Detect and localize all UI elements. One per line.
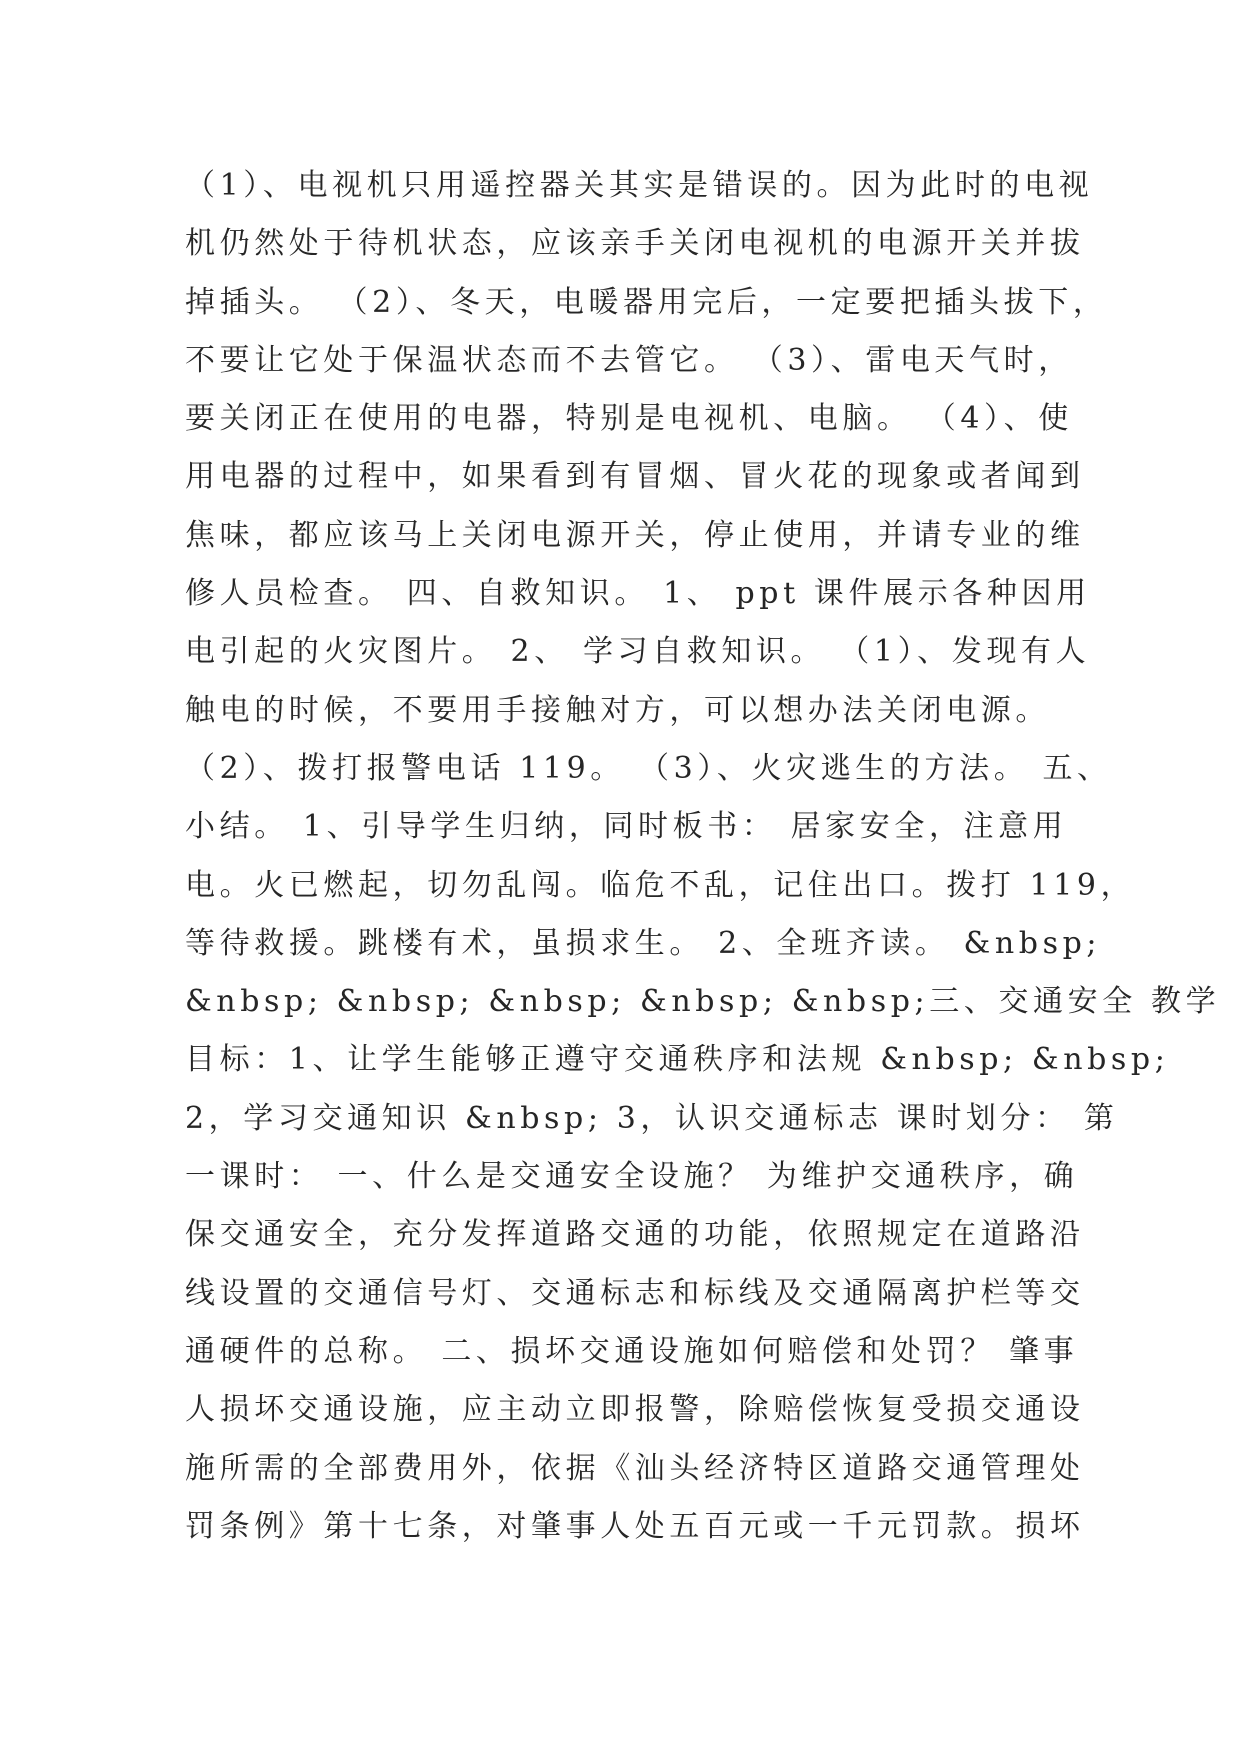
- text-line: 施所需的全部费用外，依据《汕头经济特区道路交通管理处: [185, 1450, 1085, 1486]
- text-line: 小结。 1、引导学生归纳，同时板书： 居家安全，注意用: [185, 809, 1068, 845]
- text-line: 要关闭正在使用的电器，特别是电视机、电脑。 （4）、使: [185, 401, 1073, 437]
- text-line: 掉插头。 （2）、冬天，电暖器用完后，一定要把插头拔下，: [185, 284, 1108, 320]
- text-line: 线设置的交通信号灯、交通标志和标线及交通隔离护栏等交: [185, 1275, 1085, 1311]
- text-line: 目标：1、让学生能够正遵守交通秩序和法规 &nbsp; &nbsp;: [185, 1042, 1170, 1078]
- text-line: 人损坏交通设施，应主动立即报警，除赔偿恢复受损交通设: [185, 1392, 1085, 1428]
- text-line: 一课时： 一、什么是交通安全设施？ 为维护交通秩序，确: [185, 1159, 1079, 1195]
- text-line: 保交通安全，充分发挥道路交通的功能，依照规定在道路沿: [185, 1217, 1085, 1253]
- text-line: 等待救援。跳楼有术，虽损求生。 2、全班齐读。 &nbsp;: [185, 925, 1102, 961]
- text-line: 电。火已燃起，切勿乱闯。临危不乱，记住出口。拨打 119，: [185, 867, 1136, 903]
- text-line: 焦味，都应该马上关闭电源开关，停止使用，并请专业的维: [185, 517, 1085, 553]
- text-line: 罚条例》第十七条，对肇事人处五百元或一千元罚款。损坏: [185, 1508, 1085, 1544]
- text-line: 电引起的火灾图片。 2、 学习自救知识。 （1）、发现有人: [185, 634, 1091, 670]
- text-line: （1）、电视机只用遥控器关其实是错误的。因为此时的电视: [185, 168, 1094, 203]
- text-line: 用电器的过程中，如果看到有冒烟、冒火花的现象或者闻到: [185, 459, 1085, 495]
- text-line: 修人员检查。 四、自救知识。 1、 ppt 课件展示各种因用: [185, 576, 1091, 612]
- text-line: 不要让它处于保温状态而不去管它。 （3）、雷电天气时，: [185, 342, 1073, 378]
- text-line: 通硬件的总称。 二、损坏交通设施如何赔偿和处罚？ 肇事: [185, 1333, 1079, 1369]
- text-line: &nbsp; &nbsp; &nbsp; &nbsp; &nbsp;三、交通安全 教学: [185, 984, 1221, 1020]
- text-line: 机仍然处于待机状态，应该亲手关闭电视机的电源开关并拔: [185, 226, 1085, 262]
- body-text: [185, 157, 1221, 1556]
- text-line: 触电的时候，不要用手接触对方，可以想办法关闭电源。: [185, 692, 1050, 728]
- text-line: （2）、拨打报警电话 119。 （3）、火灾逃生的方法。 五、: [185, 750, 1112, 786]
- text-line: 2，学习交通知识 &nbsp; 3，认识交通标志 课时划分： 第: [185, 1100, 1119, 1136]
